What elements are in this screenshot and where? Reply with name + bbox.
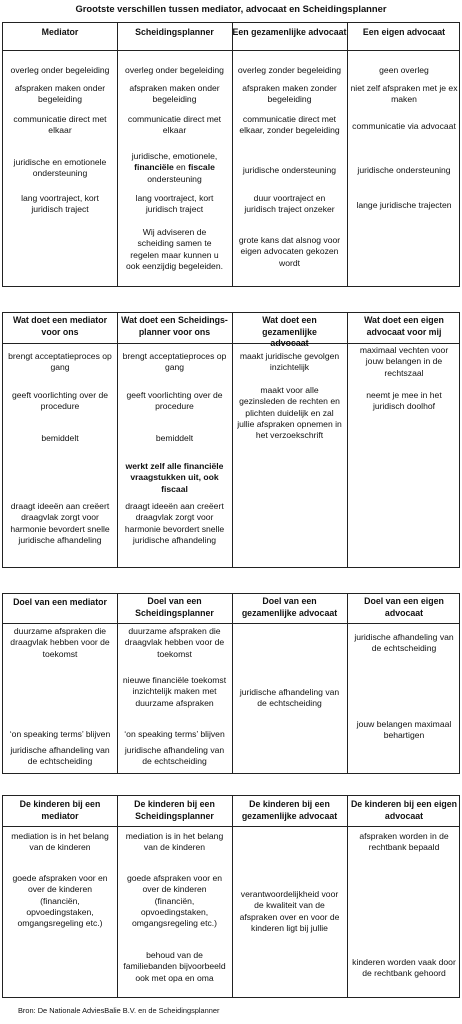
table-cell: grote kans dat alsnog voor eigen advocaten gekozen wordt: [238, 235, 341, 268]
table-cell: duurzame afspraken die draagvlak hebben voor de toekomst: [10, 626, 110, 659]
table-cell: bemiddelt: [41, 433, 79, 443]
header-scheidingsplanner: Doel van een Scheidingsplanner: [135, 596, 214, 618]
table-cell: afspraken maken onder begeleiding: [129, 83, 220, 105]
header-gezamenlijke-advocaat: Wat doet een gezamenlijke advocaat: [262, 315, 317, 349]
header-scheidingsplanner: De kinderen bij een Scheidingsplanner: [134, 799, 215, 821]
table-cell: mediation is in het belang van de kinderen: [125, 831, 224, 853]
table-cell: draagt ideeën aan creëert draagvlak zorgt voor harmonie bevordert snelle juridische afhandeling: [10, 501, 110, 546]
table-cell: geeft voorlichting over de procedure: [126, 390, 223, 412]
header-gezamenlijke-advocaat: Een gezamenlijke advocaat: [232, 27, 347, 37]
table-cell: werkt zelf alle financiële vraagstukken uit, ook fiscaal: [125, 461, 224, 494]
table-cell: overleg onder begeleiding: [125, 65, 224, 75]
comparison-table-roles: [2, 312, 460, 568]
table-cell: overleg zonder begeleiding: [237, 65, 342, 75]
table-cell: maakt voor alle gezinsleden de rechten en plichten duidelijk en zal jullie afspraken opnemen in het verzoekschrift: [237, 385, 342, 441]
header-mediator: Doel van een mediator: [13, 597, 107, 607]
table-cell: ‘on speaking terms’ blijven: [9, 729, 111, 739]
header-mediator: De kinderen bij een mediator: [19, 799, 101, 821]
table-cell: juridische afhandeling van de echtscheiding: [239, 687, 340, 709]
comparison-table-overview: [2, 22, 460, 287]
table-cell: mediation is in het belang van de kinderen: [11, 831, 109, 853]
table-cell: afspraken worden in de rechtbank bepaald: [359, 831, 449, 853]
table-cell: goede afspraken voor en over de kinderen (financiën, opvoedingstaken, omgangsregeling etc.): [126, 873, 223, 929]
header-scheidingsplanner: Scheidingsplanner: [135, 27, 214, 37]
header-eigen-advocaat: Een eigen advocaat: [362, 27, 446, 37]
header-scheidingsplanner: Wat doet een Scheidings-planner voor ons: [121, 315, 228, 337]
table-cell: communicatie via advocaat: [352, 121, 456, 131]
table-cell: afspraken maken zonder begeleiding: [242, 83, 337, 105]
header-mediator: Mediator: [41, 27, 79, 37]
table-cell: draagt ideeën aan creëert draagvlak zorgt voor harmonie bevordert snelle juridische afhandeling: [124, 501, 225, 546]
header-gezamenlijke-advocaat: Doel van een gezamenlijke advocaat: [241, 596, 338, 618]
header-mediator: Wat doet een mediator voor ons: [12, 315, 107, 337]
table-cell: juridische, emotionele, financiële en fiscale ondersteuning: [131, 151, 218, 184]
table-cell: verantwoordelijkheid voor de kwaliteit van de afspraken over en voor de kinderen ligt bij jullie: [239, 889, 340, 934]
table-cell: communicatie direct met elkaar, zonder begeleiding: [239, 114, 340, 136]
table-cell: lang voortraject, kort juridisch traject: [21, 193, 99, 215]
table-cell: geen overleg: [379, 65, 429, 75]
table-cell: duurzame afspraken die draagvlak hebben voor de toekomst: [124, 626, 225, 659]
table-cell: lange juridische trajecten: [356, 200, 452, 210]
table-cell: juridische afhandeling van de echtscheiding: [124, 745, 225, 767]
table-cell: duur voortraject en juridisch traject onzeker: [244, 193, 335, 215]
table-cell: juridische en emotionele ondersteuning: [13, 157, 107, 179]
table-cell: geeft voorlichting over de procedure: [11, 390, 109, 412]
table-cell: juridische ondersteuning: [357, 165, 451, 175]
table-cell: juridische afhandeling van de echtscheiding: [10, 745, 110, 767]
table-cell: lang voortraject, kort juridisch traject: [135, 193, 214, 215]
table-cell: communicatie direct met elkaar: [13, 114, 107, 136]
table-cell: bemiddelt: [155, 433, 194, 443]
page-title: Grootste verschillen tussen mediator, advocaat en Scheidingsplanner: [75, 3, 387, 14]
header-eigen-advocaat: Doel van een eigen advocaat: [364, 596, 444, 618]
table-cell: behoud van de familiebanden bijvoorbeeld ook met opa en oma: [123, 950, 226, 983]
table-cell: ‘on speaking terms’ blijven: [124, 729, 225, 739]
table-cell: Wij adviseren de scheiding samen te regelen maar kunnen u ook eenzijdig begeleiden.: [126, 227, 223, 272]
table-cell: overleg onder begeleiding: [10, 65, 110, 75]
table-cell: niet zelf afspraken met je ex maken: [350, 83, 458, 105]
source-footer: Bron: De Nationale AdviesBalie B.V. en de Scheidingsplanner: [18, 1006, 220, 1015]
table-cell: goede afspraken voor en over de kinderen (financiën, opvoedingstaken, omgangsregeling etc.): [12, 873, 108, 929]
table-cell: brengt acceptatieproces op gang: [8, 351, 112, 373]
header-eigen-advocaat: De kinderen bij een eigen advocaat: [350, 799, 458, 821]
table-cell: maakt juridische gevolgen inzichtelijk: [239, 351, 340, 373]
table-cell: juridische afhandeling van de echtscheiding: [354, 632, 454, 654]
comparison-table-children: [2, 795, 460, 998]
table-cell: juridische ondersteuning: [242, 165, 337, 175]
table-cell: brengt acceptatieproces op gang: [122, 351, 227, 373]
header-eigen-advocaat: Wat doet een eigen advocaat voor mij: [364, 315, 444, 337]
table-cell: nieuwe financiële toekomst inzichtelijk maken met duurzame afspraken: [122, 675, 227, 708]
table-cell: maximaal vechten voor jouw belangen in de rechtszaal: [359, 345, 449, 378]
comparison-table-goals: [2, 593, 460, 774]
table-cell: kinderen worden vaak door de rechtbank gehoord: [352, 957, 456, 979]
table-cell: jouw belangen maximaal behartigen: [356, 719, 452, 741]
table-cell: neemt je mee in het juridisch doolhof: [366, 390, 442, 412]
table-cell: afspraken maken onder begeleiding: [14, 83, 106, 105]
header-gezamenlijke-advocaat: De kinderen bij een gezamenlijke advocaat: [241, 799, 338, 821]
table-cell: communicatie direct met elkaar: [127, 114, 222, 136]
